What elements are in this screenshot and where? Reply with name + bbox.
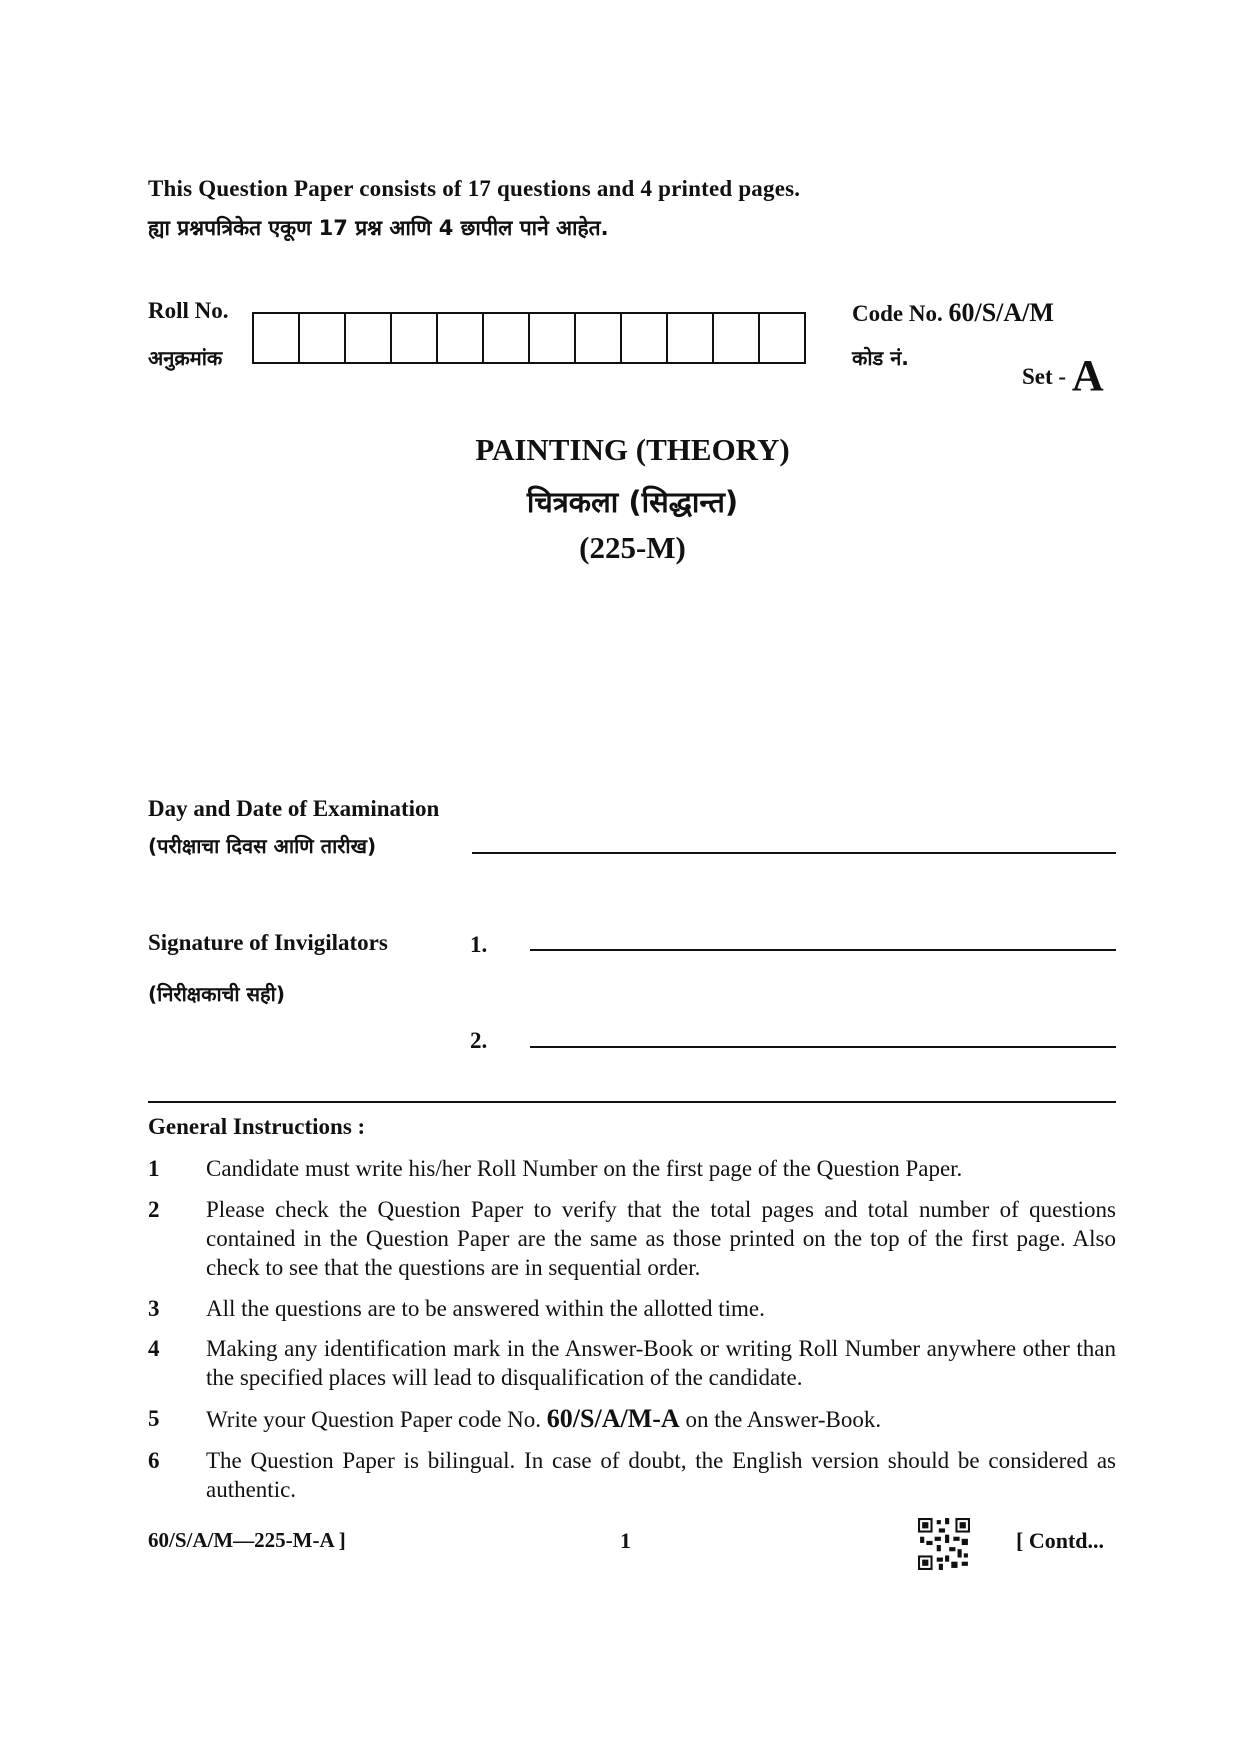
qr-code-icon xyxy=(918,1518,970,1570)
exam-date-line[interactable] xyxy=(472,852,1116,854)
roll-number-boxes[interactable] xyxy=(252,312,806,364)
code-number xyxy=(852,298,1054,328)
section-divider xyxy=(148,1101,1116,1103)
roll-number-box[interactable] xyxy=(254,314,300,362)
instruction-item xyxy=(148,1334,1116,1392)
invigilator-signature-label-marathi: (निरीक्षकाची सही) xyxy=(148,982,285,1006)
invigilator-1-signature-line[interactable] xyxy=(530,949,1116,951)
roll-number-box[interactable] xyxy=(346,314,392,362)
set-indicator xyxy=(1022,350,1104,401)
instruction-item xyxy=(148,1446,1116,1504)
general-instructions-title: General Instructions : xyxy=(148,1114,366,1139)
instruction-text: Making any identification mark in the Answer-Book or writing Roll Number anywhere other than the specified places will lead to disqualification of the candidate. xyxy=(206,1336,1116,1390)
pages-info-english: This Question Paper consists of 17 questions and 4 printed pages. xyxy=(148,176,801,201)
invigilator-1-number: 1. xyxy=(470,932,488,957)
roll-number-box[interactable] xyxy=(484,314,530,362)
roll-number-box[interactable] xyxy=(760,314,804,362)
exam-date-label: Day and Date of Examination xyxy=(148,796,440,821)
set-label: Set - xyxy=(1022,364,1067,389)
page-number: 1 xyxy=(620,1528,631,1553)
exam-date-label-marathi: (परीक्षाचा दिवस आणि तारीख) xyxy=(148,834,377,858)
code-number-label-marathi: कोड नं. xyxy=(852,346,909,370)
roll-number-box[interactable] xyxy=(530,314,576,362)
instruction-item xyxy=(148,1404,1116,1434)
instruction-text-after: on the Answer-Book. xyxy=(685,1407,882,1432)
roll-number-box[interactable] xyxy=(668,314,714,362)
roll-number-label-marathi: अनुक्रमांक xyxy=(148,346,223,370)
invigilator-2-signature-line[interactable] xyxy=(530,1046,1116,1048)
instruction-number: 1 xyxy=(148,1156,160,1181)
roll-number-box[interactable] xyxy=(300,314,346,362)
code-number-label: Code No. xyxy=(852,301,943,326)
roll-number-label: Roll No. xyxy=(148,298,229,323)
instruction-number: 3 xyxy=(148,1296,160,1321)
instruction-text-before: Write your Question Paper code No. xyxy=(206,1407,542,1432)
instruction-text: Please check the Question Paper to verify that the total pages and total number of questions contained in the Question Paper are the same as those printed on the top of the first page. Also check to see that the questions are in sequential order. xyxy=(206,1197,1116,1280)
roll-number-box[interactable] xyxy=(622,314,668,362)
answer-book-code: 60/S/A/M-A xyxy=(546,1404,680,1433)
code-number-value: 60/S/A/M xyxy=(948,298,1054,327)
instruction-number: 5 xyxy=(148,1406,160,1431)
pages-info-marathi: ह्या प्रश्नपत्रिकेत एकूण 17 प्रश्न आणि 4 छापील पाने आहेत. xyxy=(148,216,609,240)
instruction-item xyxy=(148,1154,1116,1183)
subject-code: (225-M) xyxy=(579,530,686,565)
instruction-number: 2 xyxy=(148,1197,160,1222)
invigilator-signature-label: Signature of Invigilators xyxy=(148,930,388,955)
invigilator-2-number: 2. xyxy=(470,1028,488,1053)
roll-number-box[interactable] xyxy=(438,314,484,362)
subject-title-marathi: चित्रकला (सिद्धान्त) xyxy=(526,485,739,519)
instruction-text: All the questions are to be answered within the allotted time. xyxy=(206,1296,765,1321)
instruction-text xyxy=(206,1404,1116,1434)
footer-paper-code: 60/S/A/M—225-M-A ] xyxy=(148,1528,346,1552)
roll-number-box[interactable] xyxy=(392,314,438,362)
instruction-item xyxy=(148,1294,1116,1323)
set-value: A xyxy=(1071,351,1104,400)
instruction-text: The Question Paper is bilingual. In case of doubt, the English version should be considered as authentic. xyxy=(206,1448,1116,1502)
roll-number-box[interactable] xyxy=(576,314,622,362)
roll-number-box[interactable] xyxy=(714,314,760,362)
instruction-number: 4 xyxy=(148,1336,160,1361)
instruction-text: Candidate must write his/her Roll Number on the first page of the Question Paper. xyxy=(206,1156,963,1181)
instruction-item xyxy=(148,1195,1116,1282)
subject-title: PAINTING (THEORY) xyxy=(475,432,790,467)
continued-indicator: [ Contd... xyxy=(1016,1528,1105,1553)
instruction-number: 6 xyxy=(148,1448,160,1473)
